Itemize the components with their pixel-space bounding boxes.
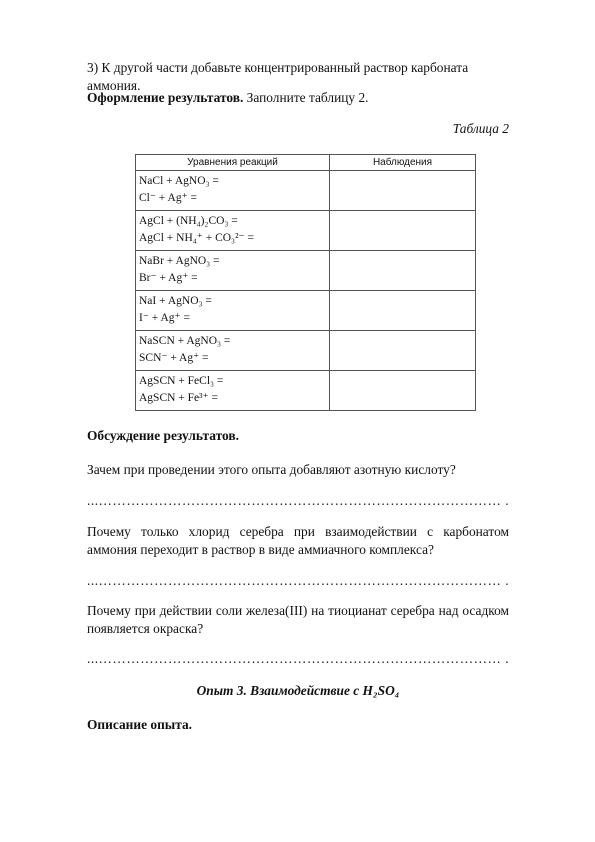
- equation-cell: [136, 371, 330, 411]
- table-row: [136, 171, 476, 211]
- equation-cell: [136, 211, 330, 251]
- table-row: [136, 291, 476, 331]
- observation-cell[interactable]: [330, 251, 476, 291]
- question-2: Почему только хлорид серебра при взаимодействии с карбонатом аммония переходит в раствор в виде аммиачного комплекса?: [87, 524, 509, 557]
- observation-cell[interactable]: [330, 331, 476, 371]
- equation-line: NaI + AgNO₃ =: [139, 295, 212, 307]
- equation-cell: [136, 291, 330, 331]
- observation-cell[interactable]: [330, 371, 476, 411]
- observation-cell[interactable]: [330, 171, 476, 211]
- description-heading: Описание опыта.: [87, 717, 193, 732]
- table-caption: Таблица 2: [452, 121, 509, 136]
- equation-line: AgCl + (NH₄)₂CO₃ =: [139, 215, 238, 227]
- equation-line: NaBr + AgNO₃ =: [139, 255, 220, 267]
- equation-line: Br⁻ + Ag⁺ =: [139, 272, 198, 284]
- discussion-heading: Обсуждение результатов.: [87, 428, 239, 443]
- observation-cell[interactable]: [330, 291, 476, 331]
- equation-cell: [136, 171, 330, 211]
- equation-line: SCN⁻ + Ag⁺ =: [139, 352, 209, 364]
- question-3: Почему при действии соли железа(III) на тиоцианат серебра над осадком появляется окраска?: [87, 603, 509, 636]
- equation-line: AgSCN + FeCl₃ =: [139, 375, 224, 387]
- table-row: [136, 211, 476, 251]
- table-row: [136, 251, 476, 291]
- answer-line-1[interactable]: ...…………………………………………………………………………… .: [87, 493, 509, 508]
- table-row: [136, 331, 476, 371]
- equation-line: AgSCN + Fe³⁺ =: [139, 392, 219, 404]
- results-text: Заполните таблицу 2.: [243, 90, 369, 105]
- equation-line: I⁻ + Ag⁺ =: [139, 312, 190, 324]
- question-1: Зачем при проведении этого опыта добавляют азотную кислоту?: [87, 462, 456, 477]
- equation-cell: [136, 251, 330, 291]
- equation-line: NaCl + AgNO₃ =: [139, 175, 219, 187]
- equation-line: Cl⁻ + Ag⁺ =: [139, 192, 198, 204]
- reactions-table: [135, 154, 476, 411]
- answer-line-2[interactable]: ...…………………………………………………………………………… .: [87, 573, 509, 588]
- equation-line: NaSCN + AgNO₃ =: [139, 335, 231, 347]
- answer-line-3[interactable]: ...…………………………………………………………………………… .: [87, 651, 509, 666]
- header-equations: Уравнения реакций: [136, 155, 330, 171]
- results-heading: Оформление результатов.: [87, 90, 244, 105]
- step-3-text: 3) К другой части добавьте концентрированный раствор карбоната аммония.: [87, 60, 469, 93]
- results-paragraph: [87, 89, 509, 107]
- header-observations: Наблюдения: [330, 155, 476, 171]
- observation-cell[interactable]: [330, 211, 476, 251]
- equation-line: AgCl + NH₄⁺ + CO₃²⁻ =: [139, 232, 254, 244]
- experiment-3-title: Опыт 3. Взаимодействие с H₂SO₄: [196, 683, 400, 698]
- table-row: [136, 371, 476, 411]
- equation-cell: [136, 331, 330, 371]
- table-header-row: [136, 155, 476, 171]
